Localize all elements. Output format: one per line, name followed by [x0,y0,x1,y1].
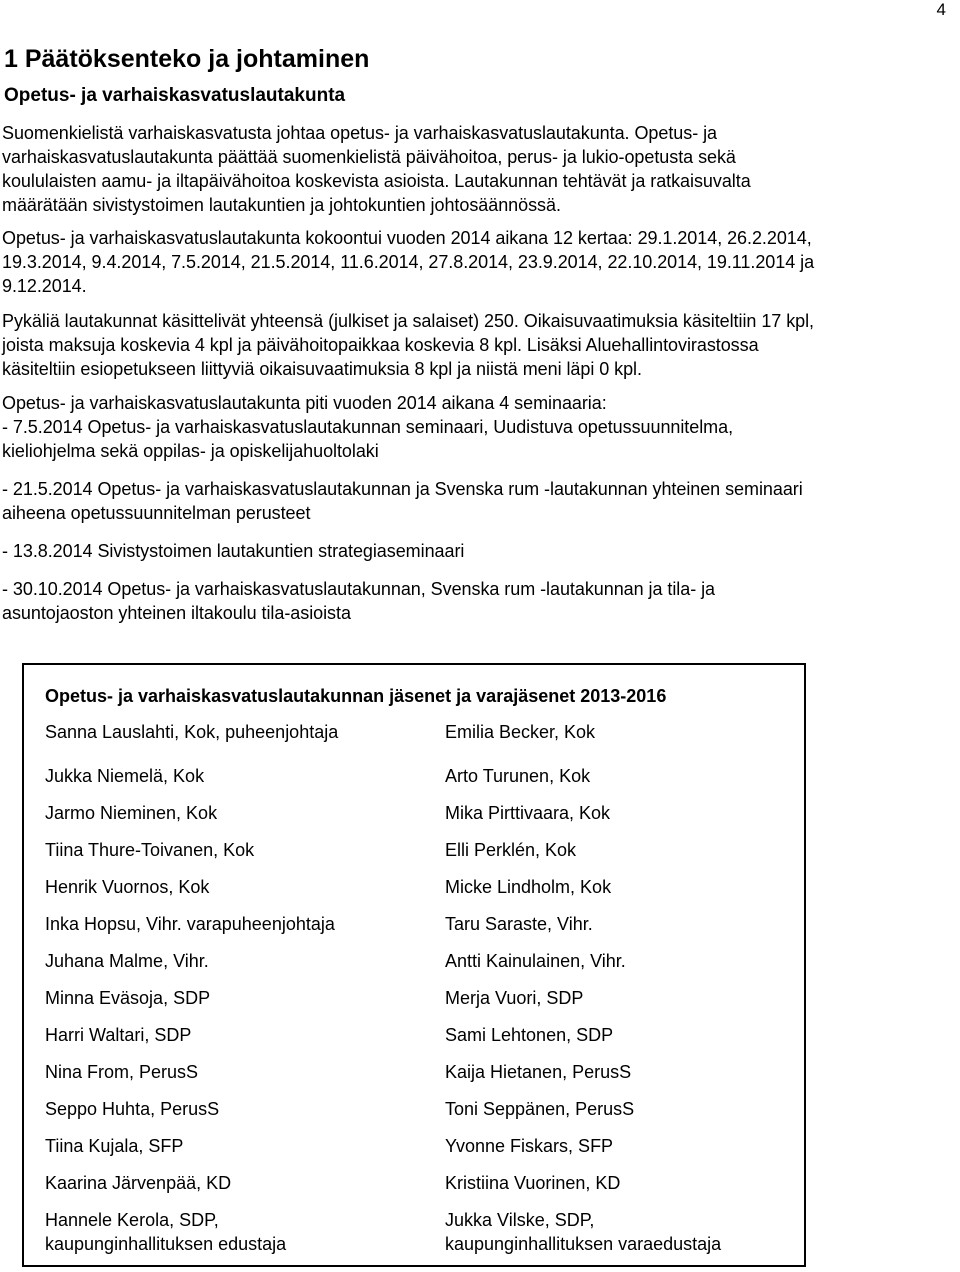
member-row [45,862,785,899]
deputy-name: Merja Vuori, SDP [445,988,584,1008]
page-number: 4 [936,0,946,19]
seminar-item [2,577,952,625]
member-name: Jukka Niemelä, Kok [45,766,205,786]
text-line: käsiteltiin esiopetukseen liittyviä oikaisuvaatimuksia 8 kpl ja niistä meni läpi 0 kpl. [2,359,642,379]
deputy-name: Sami Lehtonen, SDP [445,1025,614,1045]
member-cell [45,825,445,862]
member-row [45,1010,785,1047]
section-heading: 1 Päätöksenteko ja johtaminen [4,45,370,73]
text-line: varhaiskasvatuslautakunta päättää suomenkielistä päivähoitoa, perus- ja lukio-opetusta sekä [2,147,736,167]
member-cell [45,936,445,973]
member-cell [45,1047,445,1084]
deputy-name: Antti Kainulainen, Vihr. [445,951,626,971]
section-subheading: Opetus- ja varhaiskasvatuslautakunta [4,85,346,106]
text-line: - 13.8.2014 Sivistystoimen lautakuntien strategiaseminaari [2,541,465,561]
member-name: Seppo Huhta, PerusS [45,1099,220,1119]
text-line: 19.3.2014, 9.4.2014, 7.5.2014, 21.5.2014, 11.6.2014, 27.8.2014, 23.9.2014, 22.10.2014, 19.11.2014 ja [2,252,815,272]
member-row [45,1084,785,1121]
members-table [45,720,785,1256]
text-line: kieliohjelma sekä oppilas- ja opiskelijahuoltolaki [2,441,379,461]
text-line: koululaisten aamu- ja iltapäivähoitoa koskevista asioista. Lautakunnan tehtävät ja ratkaisuvalta [2,171,751,191]
member-row [45,744,785,788]
deputy-name: Taru Saraste, Vihr. [445,914,593,934]
member-cell [45,1195,445,1256]
member-name: Jarmo Nieminen, Kok [45,803,218,823]
text-line: - 30.10.2014 Opetus- ja varhaiskasvatuslautakunnan, Svenska rum -lautakunnan ja tila- ja [2,579,716,599]
intro-paragraph [2,121,952,217]
member-name: Sanna Lauslahti, Kok, puheenjohtaja [45,722,339,742]
deputy-cell [445,1084,785,1121]
seminars-intro: Opetus- ja varhaiskasvatuslautakunta piti vuoden 2014 aikana 4 seminaaria: [2,393,607,413]
member-row [45,720,785,744]
member-name: Minna Eväsoja, SDP [45,988,211,1008]
member-row [45,1121,785,1158]
members-box [22,663,806,1267]
member-row [45,1158,785,1195]
deputy-name: Micke Lindholm, Kok [445,877,612,897]
deputy-cell [445,1158,785,1195]
member-cell [45,1010,445,1047]
member-name: Tiina Kujala, SFP [45,1136,184,1156]
deputy-cell [445,720,785,744]
member-name: Inka Hopsu, Vihr. varapuheenjohtaja [45,914,335,934]
member-name: Nina From, PerusS [45,1062,199,1082]
deputy-cell [445,1010,785,1047]
member-row [45,1195,785,1256]
member-name: Hannele Kerola, SDP, [45,1210,219,1230]
deputy-name: Toni Seppänen, PerusS [445,1099,635,1119]
deputy-cell [445,744,785,788]
member-name: Kaarina Järvenpää, KD [45,1173,232,1193]
text-line: Suomenkielistä varhaiskasvatusta johtaa opetus- ja varhaiskasvatuslautakunta. Opetus- ja [2,123,717,143]
text-line: 9.12.2014. [2,276,87,296]
seminar-list [2,415,952,625]
items-paragraph [2,309,952,381]
deputy-name: Mika Pirttivaara, Kok [445,803,611,823]
deputy-name: Arto Turunen, Kok [445,766,591,786]
deputy-cell [445,1121,785,1158]
deputy-name: Kristiina Vuorinen, KD [445,1173,621,1193]
member-cell [45,720,445,744]
text-line: asuntojaoston yhteinen iltakoulu tila-asioista [2,603,351,623]
text-line: aiheena opetussuunnitelman perusteet [2,503,311,523]
text-line: - 7.5.2014 Opetus- ja varhaiskasvatuslautakunnan seminaari, Uudistuva opetussuunnitelma, [2,417,734,437]
deputy-cell [445,862,785,899]
deputy-cell [445,936,785,973]
member-row [45,973,785,1010]
member-cell [45,899,445,936]
deputy-cell [445,788,785,825]
member-name: Harri Waltari, SDP [45,1025,192,1045]
deputy-cell [445,973,785,1010]
member-row [45,899,785,936]
deputy-cell [445,825,785,862]
text-line: Opetus- ja varhaiskasvatuslautakunta kokoontui vuoden 2014 aikana 12 kertaa: 29.1.2014, 26.2.2014, [2,228,812,248]
member-row [45,825,785,862]
member-cell [45,788,445,825]
member-cell [45,973,445,1010]
member-cell [45,744,445,788]
body-text [0,121,952,625]
deputy-name: kaupunginhallituksen varaedustaja [445,1234,722,1254]
deputy-name: Kaija Hietanen, PerusS [445,1062,632,1082]
member-row [45,788,785,825]
deputy-cell [445,899,785,936]
deputy-name: Yvonne Fiskars, SFP [445,1136,614,1156]
text-line: joista maksuja koskevia 4 kpl ja päivähoitopaikkaa koskevia 8 kpl. Lisäksi Aluehallintovirastossa [2,335,759,355]
text-line: määrätään sivistystoimen lautakuntien ja johtokuntien johtosäännössä. [2,195,561,215]
text-line: Pykäliä lautakunnat käsittelivät yhteensä (julkiset ja salaiset) 250. Oikaisuvaatimuksia käsiteltiin 17 kpl, [2,311,815,331]
seminar-item [2,539,952,563]
member-row [45,936,785,973]
member-cell [45,862,445,899]
seminar-item [2,477,952,525]
member-name: kaupunginhallituksen edustaja [45,1234,287,1254]
member-name: Henrik Vuornos, Kok [45,877,210,897]
deputy-name: Emilia Becker, Kok [445,722,596,742]
deputy-name: Jukka Vilske, SDP, [445,1210,595,1230]
members-title: Opetus- ja varhaiskasvatuslautakunnan jäsenet ja varajäsenet 2013-2016 [45,686,667,706]
member-cell [45,1084,445,1121]
member-cell [45,1121,445,1158]
member-name: Tiina Thure-Toivanen, Kok [45,840,255,860]
deputy-cell [445,1047,785,1084]
member-cell [45,1158,445,1195]
meetings-paragraph [2,226,952,298]
page-content [0,44,952,625]
seminar-item [2,415,952,463]
deputy-cell [445,1195,785,1256]
text-line: - 21.5.2014 Opetus- ja varhaiskasvatuslautakunnan ja Svenska rum -lautakunnan yhteinen seminaari [2,479,803,499]
member-row [45,1047,785,1084]
members-table-body [45,720,785,1256]
deputy-name: Elli Perklén, Kok [445,840,577,860]
member-name: Juhana Malme, Vihr. [45,951,209,971]
